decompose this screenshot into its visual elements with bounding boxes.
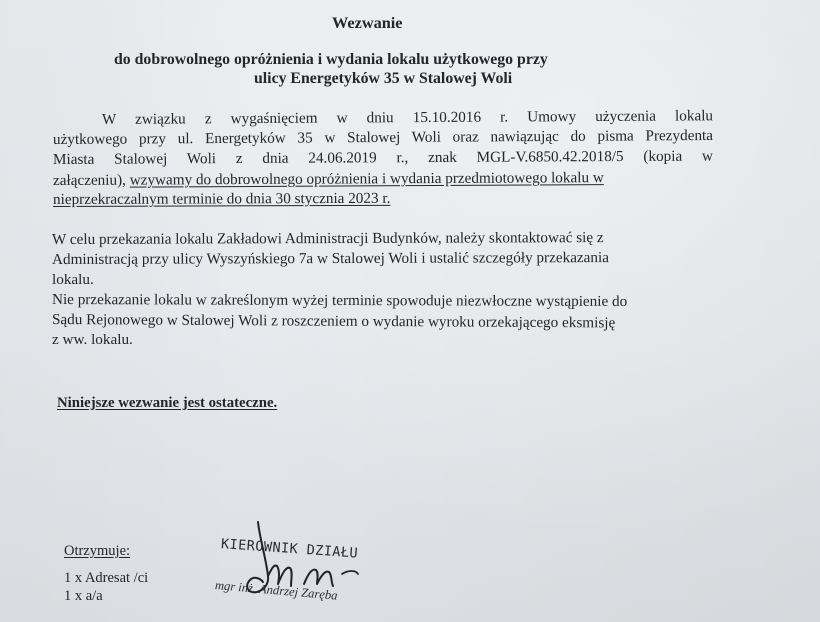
paragraph-3-line-2: Sądu Rejonowego w Stalowej Woli z roszczeniem o wydanie wyroku orzekającego eksmisję — [51, 311, 616, 332]
document-title: Wezwanie — [332, 13, 403, 32]
recipient-item: 1 x Adresat /ci — [64, 570, 149, 586]
paragraph-1-summons-underlined: wzywamy do dobrowolnego opróżnienia i wydania przedmiotowego lokalu w — [129, 169, 604, 189]
document-subtitle-line-2: ulicy Energetyków 35 w Stalowej Woli — [254, 70, 513, 87]
paragraph-3-line-3: z ww. lokalu. — [52, 331, 133, 348]
paragraph-1-line-1: W związku z wygaśnięciem w dniu 15.10.2016 r. Umowy użyczenia lokalu — [101, 107, 714, 128]
document-subtitle-line-1: do dobrowolnego opróżnienia i wydania lokalu użytkowego przy — [114, 51, 548, 68]
stamp-name: mgr inż. Andrzej Zaręba — [214, 578, 339, 603]
paragraph-2-line-1: W celu przekazania lokalu Zakładowi Administracji Budynków, należy skontaktować się z — [51, 229, 604, 248]
paragraph-1-line-3: Miasta Stalowej Woli z dnia 24.06.2019 r., znak MGL-V.6850.42.2018/5 (kopia w — [52, 147, 714, 168]
paragraph-2-line-3: lokalu. — [52, 271, 94, 288]
paragraph-1-line-4-plain: załączeniu), — [52, 171, 130, 189]
paragraph-2-line-2: Administracją przy ulicy Wyszyńskiego 7a w Stalowej Woli i ustalić szczegóły przekazania — [51, 249, 609, 268]
handwritten-signature — [200, 520, 400, 622]
recipient-item: 1 x a/a — [64, 588, 103, 604]
paragraph-1-line-4 — [53, 169, 604, 190]
paragraph-1-deadline-underlined: nieprzekraczalnym terminie do dnia 30 stycznia 2023 r. — [52, 189, 391, 208]
stamp-title: KIEROWNIK DZIAŁU — [220, 536, 359, 562]
final-notice: Niniejsze wezwanie jest ostateczne. — [57, 395, 278, 411]
signature-stamp — [200, 520, 400, 622]
paragraph-1-line-2: użytkowego przy ul. Energetyków 35 w Stalowej Woli oraz nawiązując do pisma Prezydenta — [52, 126, 714, 148]
paragraph-3-line-1: Nie przekazanie lokalu w zakreślonym wyżej terminie spowoduje niezwłoczne wystąpienie do — [51, 291, 628, 311]
recipients-heading: Otrzymuje: — [64, 543, 131, 559]
